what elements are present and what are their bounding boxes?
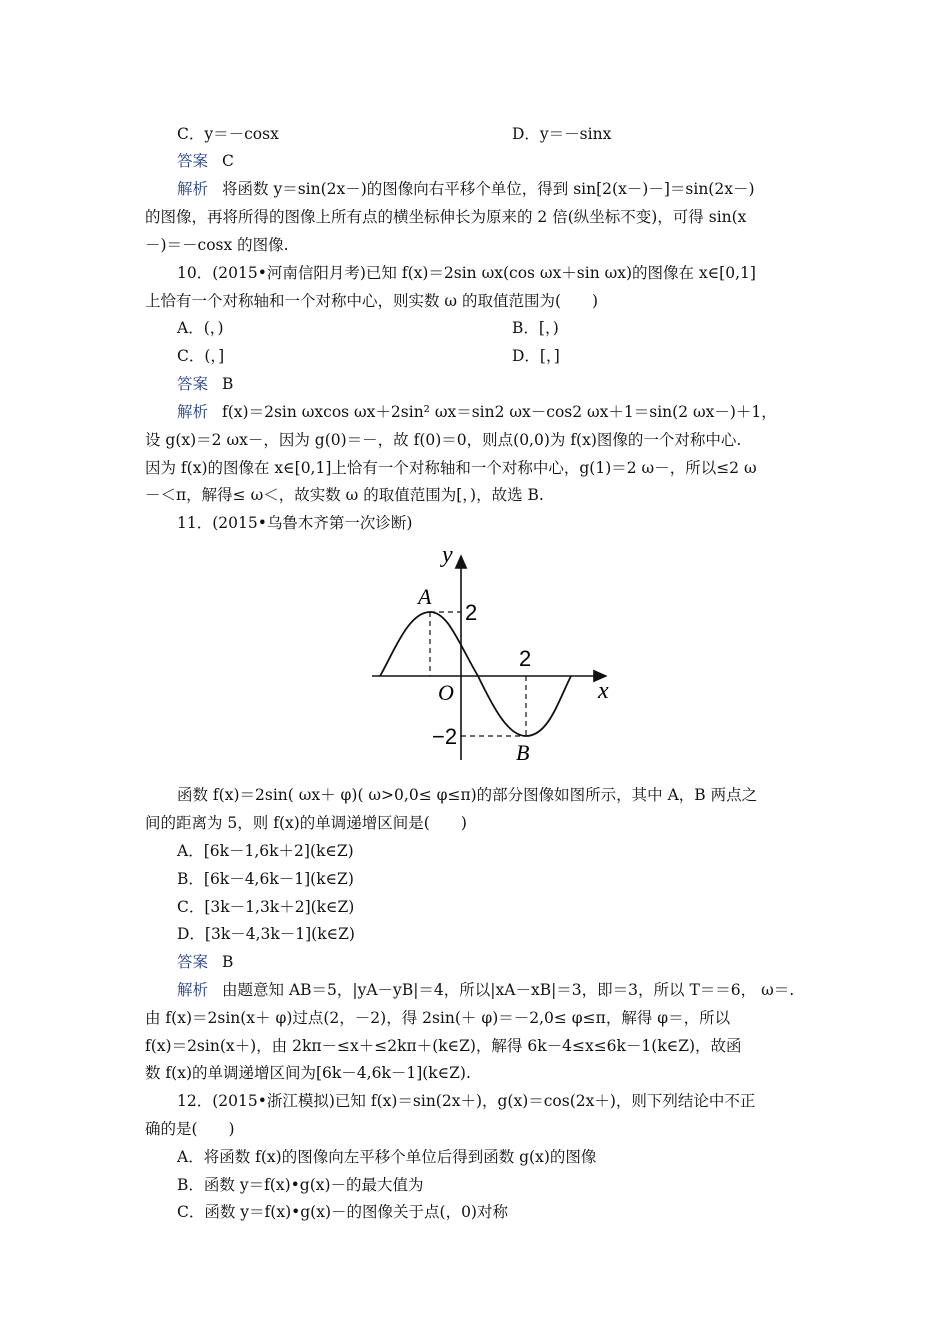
- point-b-label: B: [516, 740, 530, 765]
- q11-analysis-line-4: 数 f(x)的单调递增区间为[6k－4,6k－1](k∈Z).: [145, 1064, 471, 1082]
- q10-answer: [177, 374, 233, 394]
- y-axis-label: y: [442, 542, 453, 568]
- q10-options-row-2: [177, 346, 560, 366]
- q12-stem-line-2: 确的是( ): [145, 1120, 235, 1138]
- q10-stem-line-1: 10．(2015•河南信阳月考)已知 f(x)＝2sin ωx(cos ωx＋sin ωx)的图像在 x∈[0,1]: [177, 264, 756, 282]
- q9-option-d: D．y＝－sinx: [512, 125, 612, 143]
- x-axis-label: x: [598, 678, 609, 704]
- q10-analysis-line-4: －＜π，解得≤ ω＜，故实数 ω 的取值范围为[，)，故选 B.: [145, 486, 544, 504]
- q11-analysis-line-2: 由 f(x)＝2sin(x＋ φ)过点(2，－2)，得 2sin(＋ φ)＝－2,0≤ φ≤π，解得 φ＝，所以: [145, 1009, 731, 1027]
- analysis-text: 由题意知 AB＝5，|yA－yB|＝4，所以|xA－xB|＝3，即＝3，所以 T＝＝6， ω＝.: [222, 981, 795, 999]
- answer-label: 答案: [177, 375, 209, 393]
- answer-label: 答案: [177, 152, 209, 170]
- ytick-top-label: 2: [465, 600, 478, 625]
- q9-options-row: [177, 124, 612, 144]
- analysis-label: 解析: [177, 180, 209, 198]
- q11-analysis-line-1: [177, 980, 794, 1000]
- answer-value: C: [222, 152, 234, 170]
- q12-option-c: C．函数 y＝f(x)•g(x)－的图像关于点(，0)对称: [177, 1203, 508, 1221]
- q10-option-c: C．(，]: [177, 347, 225, 365]
- q9-analysis-line-1: [177, 179, 755, 199]
- origin-label: O: [438, 680, 454, 705]
- analysis-label: 解析: [177, 403, 209, 421]
- q12-stem-line-1: 12．(2015•浙江模拟)已知 f(x)＝sin(2x＋)，g(x)＝cos(2x＋)，则下列结论中不正: [177, 1092, 756, 1110]
- analysis-label: 解析: [177, 981, 209, 999]
- q10-analysis-line-3: 因为 f(x)的图像在 x∈[0,1]上恰有一个对称轴和一个对称中心，g(1)＝2 ω－，所以≤2 ω: [145, 459, 757, 477]
- q10-stem-line-2: 上恰有一个对称轴和一个对称中心，则实数 ω 的取值范围为( ): [145, 292, 599, 310]
- xtick-label: 2: [519, 646, 532, 671]
- q12-option-a: A．将函数 f(x)的图像向左平移个单位后得到函数 g(x)的图像: [177, 1148, 597, 1166]
- q11-stem-line-1: 函数 f(x)＝2sin( ωx＋ φ)( ω>0,0≤ φ≤π)的部分图像如图所示，其中 A，B 两点之: [177, 786, 758, 804]
- q10-option-d: D．[，]: [512, 347, 560, 365]
- q11-stem-line-2: 间的距离为 5，则 f(x)的单调递增区间是( ): [145, 814, 467, 832]
- q10-option-a: A．(，): [177, 319, 224, 337]
- q10-options-row-1: [177, 318, 559, 338]
- q11-stem-head: 11．(2015•乌鲁木齐第一次诊断): [177, 514, 413, 532]
- q12-option-b: B．函数 y＝f(x)•g(x)－的最大值为: [177, 1176, 424, 1194]
- answer-label: 答案: [177, 953, 209, 971]
- q9-answer: [177, 151, 234, 171]
- q11-analysis-line-3: f(x)＝2sin(x＋)，由 2kπ－≤x＋≤2kπ＋(k∈Z)，解得 6k－4≤x≤6k－1(k∈Z)，故函: [145, 1037, 742, 1055]
- point-a-label: A: [418, 584, 432, 609]
- q10-option-b: B．[，): [512, 319, 559, 337]
- q9-analysis-line-3: －)＝－cosx 的图像.: [145, 236, 289, 254]
- sine-curve: [380, 612, 571, 736]
- q11-option-c: C．[3k－1,3k＋2](k∈Z): [177, 898, 355, 916]
- analysis-text: 将函数 y＝sin(2x－)的图像向右平移个单位，得到 sin[2(x－)－]＝sin(2x－): [222, 180, 755, 198]
- q9-analysis-line-2: 的图像，再将所得的图像上所有点的横坐标伸长为原来的 2 倍(纵坐标不变)，可得 sin(x: [145, 208, 747, 226]
- q10-analysis-line-1: [177, 402, 777, 422]
- ytick-bottom-label: −2: [432, 724, 458, 749]
- q10-analysis-line-2: 设 g(x)＝2 ωx－，因为 g(0)＝－，故 f(0)＝0，则点(0,0)为 f(x)图像的一个对称中心.: [145, 431, 742, 449]
- answer-value: B: [222, 953, 234, 971]
- q11-option-a: A．[6k－1,6k＋2](k∈Z): [177, 842, 354, 860]
- analysis-text: f(x)＝2sin ωxcos ωx＋2sin² ωx＝sin2 ωx－cos2 ωx＋1＝sin(2 ωx－)＋1，: [222, 403, 777, 421]
- q11-answer: [177, 952, 233, 972]
- answer-value: B: [222, 375, 234, 393]
- sine-graph-figure: [368, 542, 618, 767]
- q11-option-d: D．[3k－4,3k－1](k∈Z): [177, 925, 355, 943]
- q11-option-b: B．[6k－4,6k－1](k∈Z): [177, 870, 354, 888]
- q9-option-c: C．y＝－cosx: [177, 125, 279, 143]
